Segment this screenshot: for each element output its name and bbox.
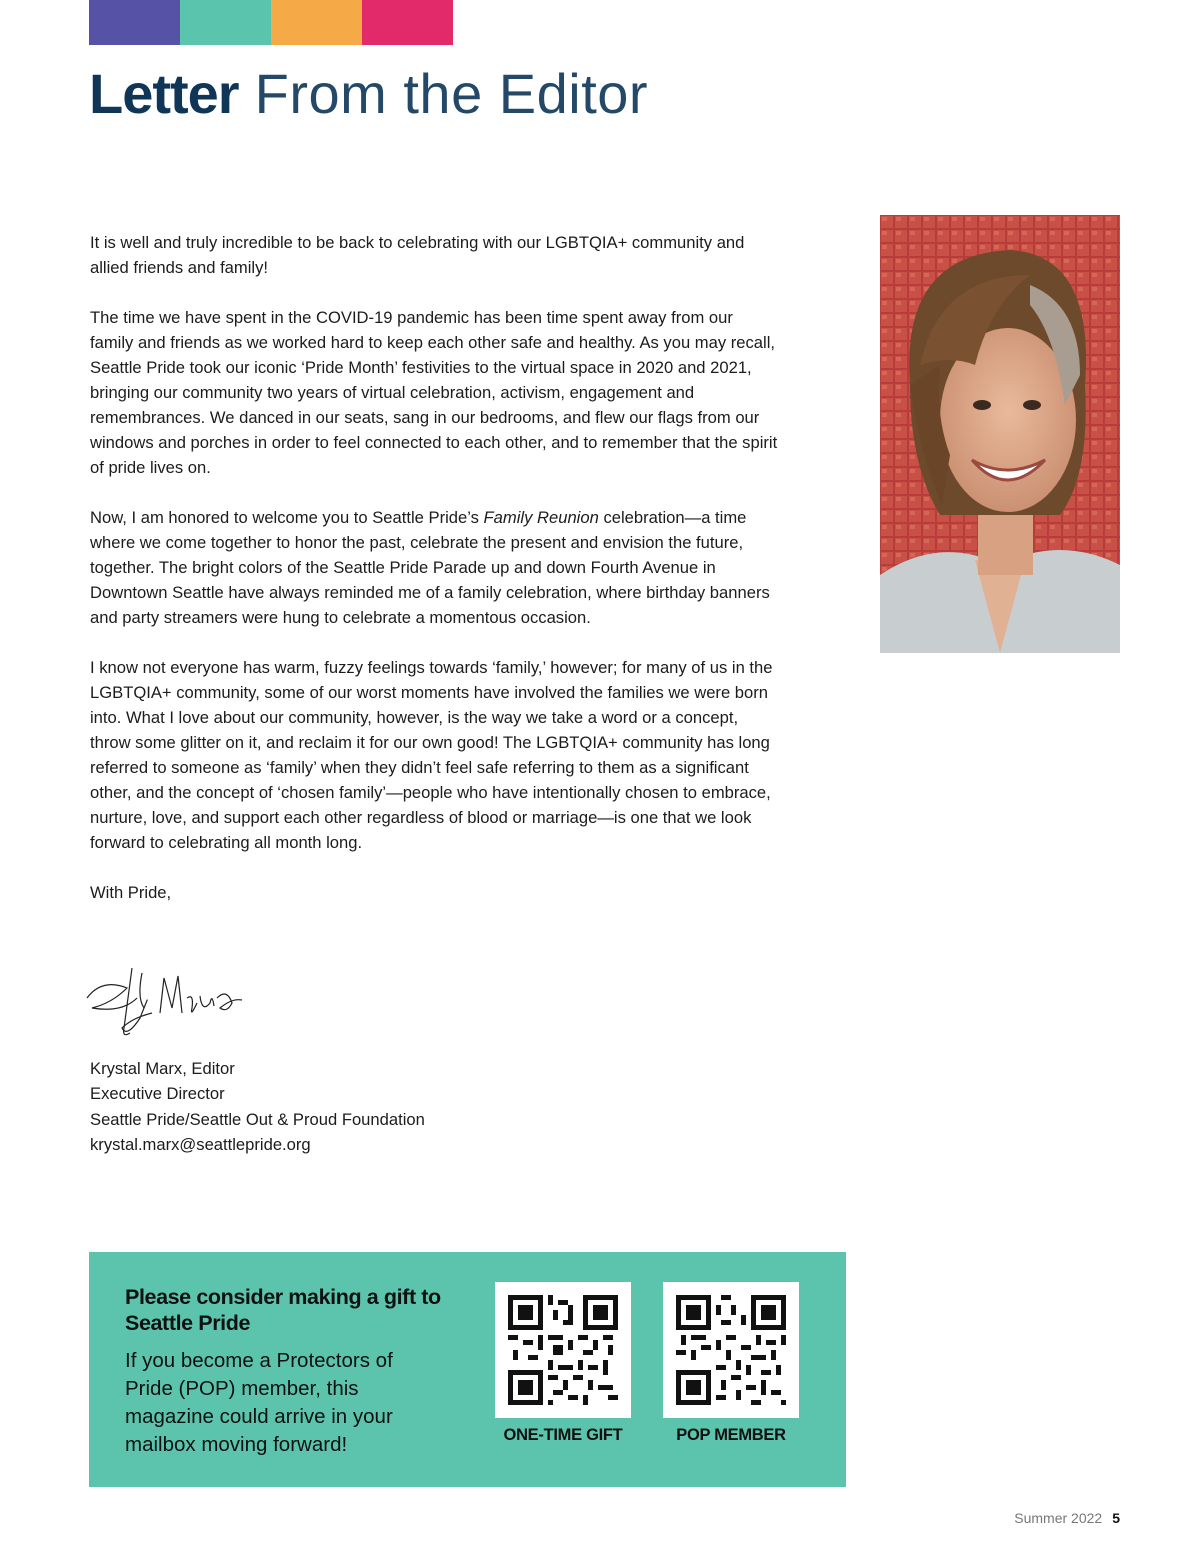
letter-paragraph: The time we have spent in the COVID-19 pandemic has been time spent away from our family and friends as we worked hard to keep each other safe and healthy. As you may recall, Seattle Pride took our iconic ‘Pride Month’ festivities to the virtual space in 2020 and 2021, bringing our community two years of virtual celebration, activism, engagement and remembrances. We danced in our seats, sang in our bedrooms, and flew our flags from our windows and porches in order to feel connected to each other, and to remember that the spirit of pride lives on. — [90, 308, 778, 477]
editor-photo — [880, 215, 1120, 653]
color-swatch-pink — [362, 0, 453, 45]
event-name: Family Reunion — [483, 508, 599, 527]
color-swatch-teal — [180, 0, 271, 45]
signature-block — [90, 1056, 425, 1157]
editor-signature — [82, 958, 247, 1043]
letter-paragraph — [90, 505, 780, 630]
color-swatch-purple — [89, 0, 180, 45]
qr-code-icon[interactable] — [495, 1282, 631, 1418]
gift-body: If you become a Protectors of Pride (POP) member, this magazine could arrive in your mailbox moving forward! — [125, 1349, 393, 1456]
letter-body — [90, 230, 780, 905]
letter-text: celebration—a time where we come together to honor the past, celebrate the present and envision the future, together. The bright colors of the Seattle Pride Parade up and down Fourth Avenue in Downtown Seattle have always reminded me of a family celebration, where birthday banners and party streamers were hung to celebrate a momentous occasion. — [90, 508, 770, 627]
color-bar — [89, 0, 453, 45]
page-footer — [1014, 1508, 1120, 1528]
qr-one-time-gift[interactable] — [495, 1282, 631, 1445]
letter-paragraph: It is well and truly incredible to be back to celebrating with our LGBTQIA+ community and allied friends and family! — [90, 233, 745, 277]
page-number: 5 — [1112, 1510, 1120, 1526]
page-title — [89, 62, 648, 126]
editor-email-link[interactable]: krystal.marx@seattlepride.org — [90, 1134, 311, 1154]
letter-closing: With Pride, — [90, 883, 172, 902]
qr-code-icon[interactable] — [663, 1282, 799, 1418]
letter-paragraph: I know not everyone has warm, fuzzy feelings towards ‘family,’ however; for many of us in the LGBTQIA+ community, some of our worst moments have involved the families we were born into. What I love about our community, however, is the way we take a word or a concept, throw some glitter on it, and reclaim it for our own good! The LGBTQIA+ community has long referred to someone as ‘family’ when they didn’t feel safe referring to them as a significant other, and the concept of ‘chosen family’—people who have intentionally chosen to embrace, nurture, love, and support each other regardless of blood or marriage—is one that we look forward to celebrating all month long. — [90, 658, 773, 852]
gift-heading: Please consider making a gift to Seattle Pride — [125, 1285, 441, 1335]
qr-pop-member[interactable] — [663, 1282, 799, 1445]
page-title-light: From the Editor — [254, 62, 649, 125]
editor-organization: Seattle Pride/Seattle Out & Proud Foundation — [90, 1109, 425, 1129]
issue-label: Summer 2022 — [1014, 1510, 1103, 1526]
color-swatch-orange — [271, 0, 362, 45]
editor-name: Krystal Marx, Editor — [90, 1059, 235, 1078]
page-title-bold: Letter — [89, 62, 239, 125]
letter-text: Now, I am honored to welcome you to Seattle Pride’s — [90, 508, 484, 527]
qr-pop-member-label: POP MEMBER — [676, 1426, 786, 1444]
gift-callout — [89, 1252, 846, 1487]
editor-role: Executive Director — [90, 1084, 225, 1104]
qr-one-time-gift-label: ONE-TIME GIFT — [503, 1426, 623, 1444]
